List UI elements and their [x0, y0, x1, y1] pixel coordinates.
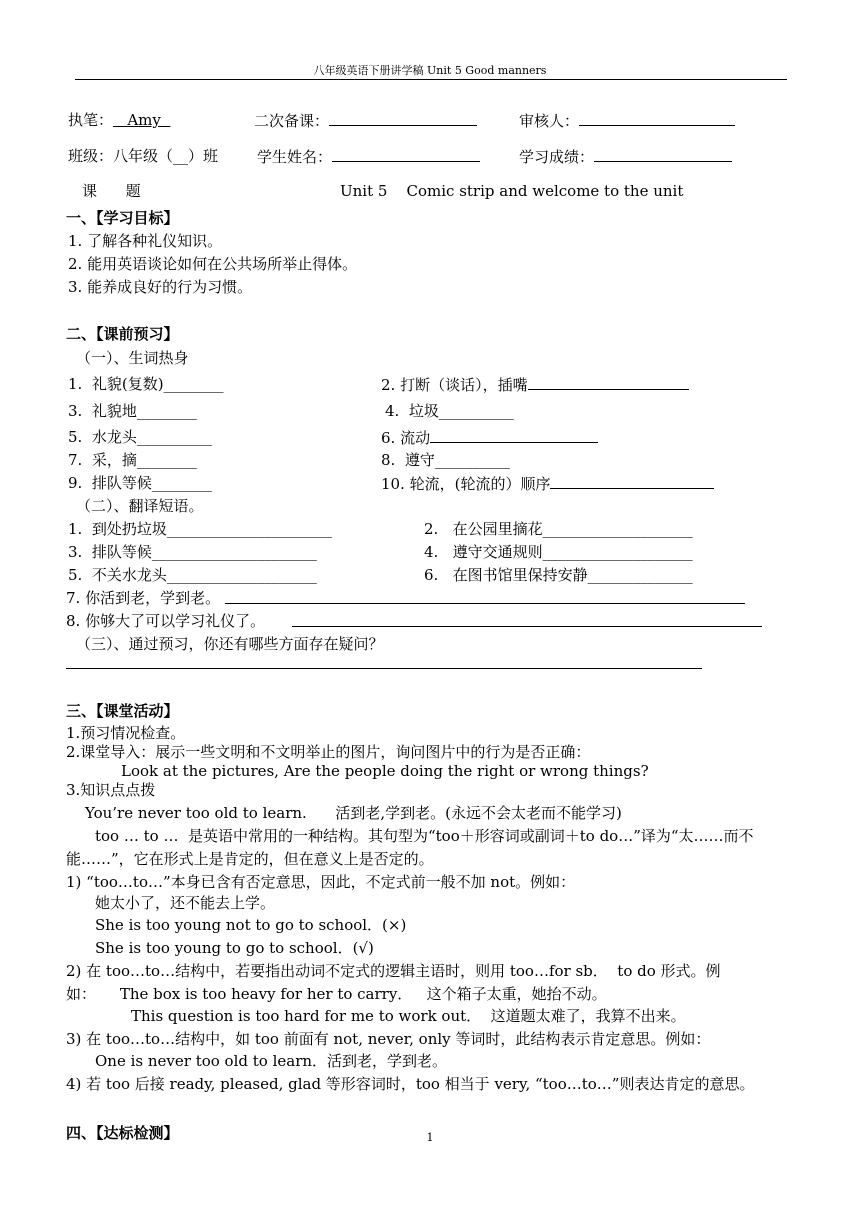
activity-line: too … to … 是英语中常用的一种结构。其句型为“too＋形容词或副词＋to do…”译为“太……而不 [95, 827, 754, 845]
topic-label: 课 题 [82, 182, 141, 200]
vocab-blank[interactable] [550, 474, 714, 489]
answer-line[interactable] [225, 603, 745, 604]
student-name-blank[interactable] [332, 147, 480, 162]
writer-name: Amy [113, 111, 171, 129]
vocab-item: 10. 轮流，(轮流的）顺序 [381, 475, 551, 493]
goal-item: 1. 了解各种礼仪知识。 [68, 232, 223, 250]
activity-line: 2) 在 too…to…结构中，若要指出动词不定式的逻辑主语时，则用 too…for sb． to do 形式。例 [66, 962, 721, 980]
vocab-item: 6. 流动 [381, 429, 431, 447]
phrase-item: 7. 你活到老，学到老。 [66, 589, 221, 607]
activity-line: 她太小了，还不能去上学。 [95, 894, 276, 912]
section4-heading: 四、【达标检测】 [66, 1124, 179, 1142]
activity-line: Look at the pictures, Are the people doing the right or wrong things? [121, 762, 649, 780]
student-label: 学生姓名： [257, 148, 333, 166]
answer-line[interactable] [292, 626, 762, 627]
reviewer-row [519, 111, 735, 130]
section2-heading: 二、【课前预习】 [66, 325, 179, 343]
section1-heading: 一、【学习目标】 [66, 209, 179, 227]
activity-line: 2.课堂导入：展示一些文明和不文明举止的图片，询问图片中的行为是否正确： [66, 743, 591, 761]
activity-line: 4) 若 too 后接 ready, pleased, glad 等形容词时，too 相当于 very, “too…to…”则表达肯定的意思。 [66, 1075, 755, 1093]
page-number: 1 [426, 1131, 434, 1144]
topic-title: Unit 5 Comic strip and welcome to the unit [340, 182, 684, 200]
activity-line: 3.知识点点拨 [66, 781, 156, 799]
activity-line: 1) “too…to…”本身已含有否定意思，因此，不定式前一般不加 not。例如： [66, 873, 576, 891]
activity-line: 能……”，它在形式上是肯定的，但在意义上是否定的。 [66, 850, 434, 868]
questions-subheading: （三）、通过预习，你还有哪些方面存在疑问？ [76, 635, 384, 653]
score-blank[interactable] [594, 147, 732, 162]
student-row [257, 147, 480, 166]
vocab-item: 9. 排队等候________ [68, 474, 212, 492]
answer-line[interactable] [66, 668, 702, 669]
activity-line: 如： The box is too heavy for her to carry． 这个箱子太重，她抬不动。 [66, 985, 607, 1003]
vocab-blank[interactable] [430, 428, 598, 443]
phrase-subheading: （二）、翻译短语。 [76, 497, 204, 515]
second-prep-row [254, 111, 477, 130]
phrase-item: 8. 你够大了可以学习礼仪了。 [66, 612, 266, 630]
activity-line: She is too young not to go to school．(×) [95, 916, 407, 934]
vocab-item: 7. 采，摘________ [68, 451, 197, 469]
vocab-subheading: （一）、生词热身 [76, 349, 189, 367]
activity-line: 1.预习情况检查。 [66, 724, 186, 742]
second-prep-label: 二次备课： [254, 112, 330, 130]
vocab-item-row [381, 375, 689, 394]
reviewer-label: 审核人： [519, 112, 580, 130]
page-header: 八年级英语下册讲学稿 Unit 5 Good manners [313, 64, 547, 77]
phrase-item: 3. 排队等候______________________ [68, 543, 317, 561]
writer-row [68, 111, 170, 129]
phrase-item: 6. 在图书馆里保持安静______________ [424, 566, 693, 584]
score-row [519, 147, 732, 166]
phrase-item: 1. 到处扔垃圾______________________ [68, 520, 332, 538]
vocab-item: 4. 垃圾__________ [385, 402, 514, 420]
goal-item: 2. 能用英语谈论如何在公共场所举止得体。 [68, 255, 358, 273]
activity-line: One is never too old to learn．活到老，学到老。 [95, 1052, 448, 1070]
activity-line: This question is too hard for me to work out． 这道题太难了，我算不出来。 [131, 1007, 686, 1025]
score-label: 学习成绩： [519, 148, 595, 166]
vocab-blank[interactable] [528, 375, 689, 390]
reviewer-blank[interactable] [579, 111, 735, 126]
header-rule [75, 79, 787, 80]
section3-heading: 三、【课堂活动】 [66, 702, 179, 720]
vocab-item-row [381, 474, 714, 493]
activity-line: 3) 在 too…to…结构中，如 too 前面有 not, never, only 等词时，此结构表示肯定意思。例如： [66, 1030, 711, 1048]
phrase-item: 5. 不关水龙头____________________ [68, 566, 317, 584]
vocab-item: 8. 遵守__________ [381, 451, 510, 469]
vocab-item: 1. 礼貌(复数)________ [68, 375, 224, 393]
phrase-item: 4. 遵守交通规则____________________ [424, 543, 693, 561]
phrase-item: 2. 在公园里摘花____________________ [424, 520, 693, 538]
vocab-item: 5. 水龙头__________ [68, 428, 212, 446]
second-prep-blank[interactable] [329, 111, 477, 126]
activity-line: You’re never too old to learn. 活到老,学到老。(永远不会太老而不能学习) [85, 804, 622, 822]
goal-item: 3. 能养成良好的行为习惯。 [68, 278, 253, 296]
activity-line: She is too young to go to school．(√) [95, 939, 374, 957]
vocab-item-row [381, 428, 598, 447]
writer-label: 执笔： [68, 111, 114, 129]
class-label: 班级：八年级（__）班 [68, 147, 219, 165]
vocab-item: 2. 打断（谈话），插嘴 [381, 376, 528, 394]
vocab-item: 3. 礼貌地________ [68, 402, 197, 420]
